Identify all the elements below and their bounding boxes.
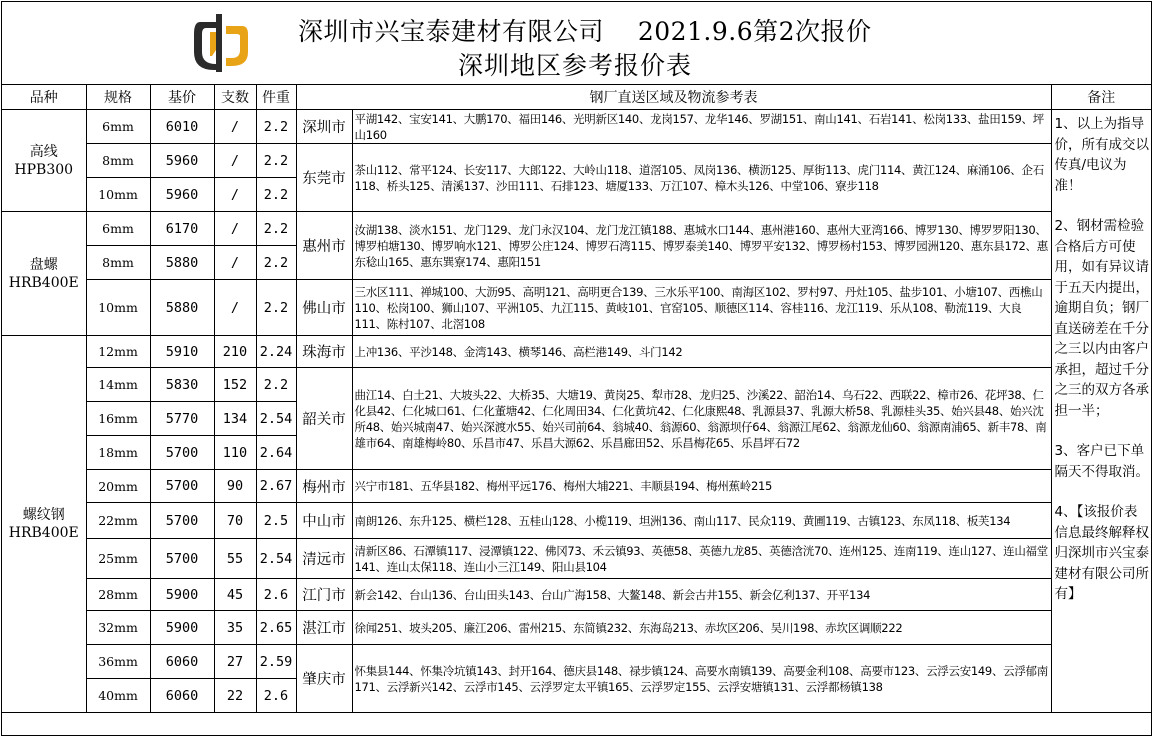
table-row	[2, 470, 1151, 503]
spec-cell: 25mm	[86, 539, 150, 579]
price-cell: 6170	[150, 212, 214, 246]
count-cell: 22	[214, 679, 256, 713]
weight-cell: 2.2	[256, 368, 296, 402]
weight-cell: 2.2	[256, 110, 296, 144]
city-cell: 湛江市	[296, 611, 352, 645]
price-cell: 5880	[150, 246, 214, 280]
price-cell: 5830	[150, 368, 214, 402]
price-cell: 6060	[150, 679, 214, 713]
count-cell: 134	[214, 402, 256, 436]
col-count: 支数	[214, 85, 256, 110]
spec-cell: 36mm	[86, 645, 150, 679]
count-cell: 55	[214, 539, 256, 579]
remark-1: 1、以上为指导价，所有成交以传真/电议为准！	[1054, 116, 1149, 194]
remark-2: 2、钢材需检验合格后方可使用，如有异议请于五天内提出，逾期自负；钢厂直送磅差在千分之三以内由客户承担，超过千分之三的双方各承担一半；	[1054, 218, 1149, 419]
table-row	[2, 539, 1151, 579]
city-cell: 肇庆市	[296, 645, 352, 713]
count-cell: /	[214, 212, 256, 246]
spec-cell: 6mm	[86, 212, 150, 246]
spec-cell: 10mm	[86, 280, 150, 336]
city-cell: 惠州市	[296, 212, 352, 280]
remarks-cell	[1051, 110, 1151, 713]
spec-cell: 28mm	[86, 579, 150, 611]
table-row	[2, 280, 1151, 336]
price-cell: 5700	[150, 470, 214, 503]
city-cell: 珠海市	[296, 336, 352, 368]
weight-cell: 2.24	[256, 336, 296, 368]
spec-cell: 8mm	[86, 144, 150, 178]
city-cell: 梅州市	[296, 470, 352, 503]
weight-cell: 2.65	[256, 611, 296, 645]
category-cell	[2, 110, 86, 212]
city-cell: 中山市	[296, 503, 352, 539]
sheet-subtitle: 深圳地区参考报价表	[458, 51, 693, 80]
spec-cell: 32mm	[86, 611, 150, 645]
table-row	[2, 611, 1151, 645]
price-table	[2, 84, 1151, 713]
table-row	[2, 579, 1151, 611]
price-cell: 5700	[150, 539, 214, 579]
category-cell	[2, 212, 86, 336]
col-destinations: 钢厂直送区域及物流参考表	[296, 85, 1051, 110]
spec-cell: 22mm	[86, 503, 150, 539]
city-cell: 韶关市	[296, 368, 352, 470]
category-cell	[2, 336, 86, 713]
weight-cell: 2.2	[256, 178, 296, 212]
count-cell: 152	[214, 368, 256, 402]
table-row	[2, 144, 1151, 178]
destination-cell: 怀集县144、怀集冷坑镇143、封开164、德庆县148、禄步镇124、高要水南镇139、高要金利108、高要市123、云浮云安149、云浮郁南171、云浮新兴142、云浮市145、云浮罗定太平镇165、云浮罗定155、云浮安塘镇131、云浮都杨镇138	[352, 645, 1051, 713]
category-grade: HRB400E	[8, 274, 79, 291]
city-cell: 佛山市	[296, 280, 352, 336]
category-grade: HRB400E	[8, 525, 79, 541]
destination-cell: 兴宁市181、五华县182、梅州平远176、梅州大埔221、丰顺县194、梅州蕉岭215	[352, 470, 1051, 503]
spec-cell: 6mm	[86, 110, 150, 144]
count-cell: 35	[214, 611, 256, 645]
price-cell: 5960	[150, 144, 214, 178]
spec-cell: 16mm	[86, 402, 150, 436]
sheet-title	[298, 12, 872, 48]
company-logo	[190, 12, 252, 74]
destination-cell: 南朗126、东升125、横栏128、五桂山128、小榄119、坦洲136、南山117、民众119、黄圃119、古镇123、东凤118、板芙134	[352, 503, 1051, 539]
spec-cell: 12mm	[86, 336, 150, 368]
table-row	[2, 110, 1151, 144]
spec-cell: 40mm	[86, 679, 150, 713]
price-cell: 5900	[150, 579, 214, 611]
destination-cell: 曲江14、白土21、大坡头22、大桥35、大塘19、黄岗25、犁市28、龙归25、沙溪22、韶治14、乌石22、西联22、樟市26、花坪38、仁化县42、仁化城口61、仁化董塘42、仁化周田34、仁化黄坑42、仁化康熙48、乳源县37、乳源大桥58、乳源桂头35、始兴县48、始兴沈所48、始兴城南47、始兴深渡水55、始兴司前64、翁城40、翁源60、翁源坝仔64、翁源江尾62、翁源龙仙60、翁源南浦65、新丰78、南雄市64、南雄梅岭80、乐昌市47、乐昌大源62、乐昌廊田52、乐昌梅花65、乐昌坪石72	[352, 368, 1051, 470]
sheet-header	[2, 2, 1151, 85]
count-cell: /	[214, 110, 256, 144]
col-remarks: 备注	[1051, 85, 1151, 110]
table-row	[2, 368, 1151, 402]
city-cell: 清远市	[296, 539, 352, 579]
spec-cell: 10mm	[86, 178, 150, 212]
destination-cell: 茶山112、常平124、长安117、大郎122、大岭山118、道滘105、凤岗136、横沥125、厚街113、虎门114、黄江124、麻涌106、企石118、桥头125、清溪137、沙田111、石排123、塘厦133、万江107、樟木头126、中堂106、寮步118	[352, 144, 1051, 212]
remark-4: 4、【该报价表信息最终解释权归深圳市兴宝泰建材有限公司所有】	[1054, 504, 1149, 602]
destination-cell: 徐闻251、坡头205、廉江206、雷州215、东简镇232、东海岛213、赤坎区206、吴川198、赤坎区调顺222	[352, 611, 1051, 645]
weight-cell: 2.54	[256, 402, 296, 436]
count-cell: /	[214, 246, 256, 280]
table-row	[2, 503, 1151, 539]
price-cell: 6010	[150, 110, 214, 144]
price-cell: 5910	[150, 336, 214, 368]
city-cell: 东莞市	[296, 144, 352, 212]
weight-cell: 2.6	[256, 679, 296, 713]
destination-cell: 上冲136、平沙148、金湾143、横琴146、高栏港149、斗门142	[352, 336, 1051, 368]
price-cell: 6060	[150, 645, 214, 679]
destination-cell: 新会142、台山136、台山田头143、台山广海158、大鳌148、新会古井155、新会亿利137、开平134	[352, 579, 1051, 611]
category-grade: HPB300	[14, 161, 74, 178]
table-row	[2, 212, 1151, 246]
weight-cell: 2.2	[256, 144, 296, 178]
price-sheet	[1, 1, 1152, 736]
weight-cell: 2.2	[256, 280, 296, 336]
spec-cell: 14mm	[86, 368, 150, 402]
company-name: 深圳市兴宝泰建材有限公司	[298, 17, 605, 46]
weight-cell: 2.59	[256, 645, 296, 679]
table-row	[2, 336, 1151, 368]
count-cell: 27	[214, 645, 256, 679]
spec-cell: 18mm	[86, 436, 150, 470]
price-cell: 5900	[150, 611, 214, 645]
count-cell: 90	[214, 470, 256, 503]
price-cell: 5770	[150, 402, 214, 436]
weight-cell: 2.64	[256, 436, 296, 470]
header-row	[2, 85, 1151, 110]
weight-cell: 2.67	[256, 470, 296, 503]
col-weight: 件重	[256, 85, 296, 110]
category-name: 螺纹钢	[22, 507, 65, 523]
col-variety: 品种	[2, 85, 86, 110]
count-cell: 45	[214, 579, 256, 611]
city-cell: 深圳市	[296, 110, 352, 144]
col-spec: 规格	[86, 85, 150, 110]
weight-cell: 2.54	[256, 539, 296, 579]
category-name: 高线	[29, 143, 58, 160]
weight-cell: 2.5	[256, 503, 296, 539]
quote-edition: 2021.9.6第2次报价	[637, 17, 872, 46]
price-cell: 5700	[150, 503, 214, 539]
weight-cell: 2.2	[256, 212, 296, 246]
count-cell: 210	[214, 336, 256, 368]
price-cell: 5960	[150, 178, 214, 212]
spec-cell: 8mm	[86, 246, 150, 280]
count-cell: 70	[214, 503, 256, 539]
remark-3: 3、客户已下单隔天不得取消。	[1054, 443, 1149, 480]
count-cell: /	[214, 178, 256, 212]
weight-cell: 2.2	[256, 246, 296, 280]
destination-cell: 平湖142、宝安141、大鹏170、福田146、光明新区140、龙岗157、龙华146、罗湖151、南山141、石岩141、松岗133、盐田159、坪山160	[352, 110, 1051, 144]
count-cell: 110	[214, 436, 256, 470]
table-row	[2, 645, 1151, 679]
destination-cell: 三水区111、禅城100、大沥95、高明121、高明更合139、三水乐平100、南海区102、罗村97、丹灶105、盐步101、小塘107、西樵山110、松岗100、狮山107、平洲105、九江115、黄岐101、官窑105、顺德区114、容桂116、龙江119、乐从108、勒流119、大良111、陈村107、北滘108	[352, 280, 1051, 336]
destination-cell: 清新区86、石潭镇117、浸潭镇122、佛冈73、禾云镇93、英德58、英德九龙85、英德浛洸70、连州125、连南119、连山127、连山福堂141、连山太保118、连山小三江149、阳山县104	[352, 539, 1051, 579]
spec-cell: 20mm	[86, 470, 150, 503]
count-cell: /	[214, 144, 256, 178]
price-cell: 5700	[150, 436, 214, 470]
city-cell: 江门市	[296, 579, 352, 611]
category-name: 盘螺	[29, 256, 58, 273]
count-cell: /	[214, 280, 256, 336]
price-cell: 5880	[150, 280, 214, 336]
destination-cell: 汝湖138、淡水151、龙门129、龙门永汉104、龙门龙江镇188、惠城水口144、惠州港160、惠州大亚湾166、博罗130、博罗罗阳130、博罗柏塘130、博罗响水121、博罗公庄124、博罗石湾115、博罗泰美140、博罗平安132、博罗杨村153、博罗园洲120、惠东县172、惠东稔山165、惠东巽寮174、惠阳151	[352, 212, 1051, 280]
weight-cell: 2.6	[256, 579, 296, 611]
col-base-price: 基价	[150, 85, 214, 110]
